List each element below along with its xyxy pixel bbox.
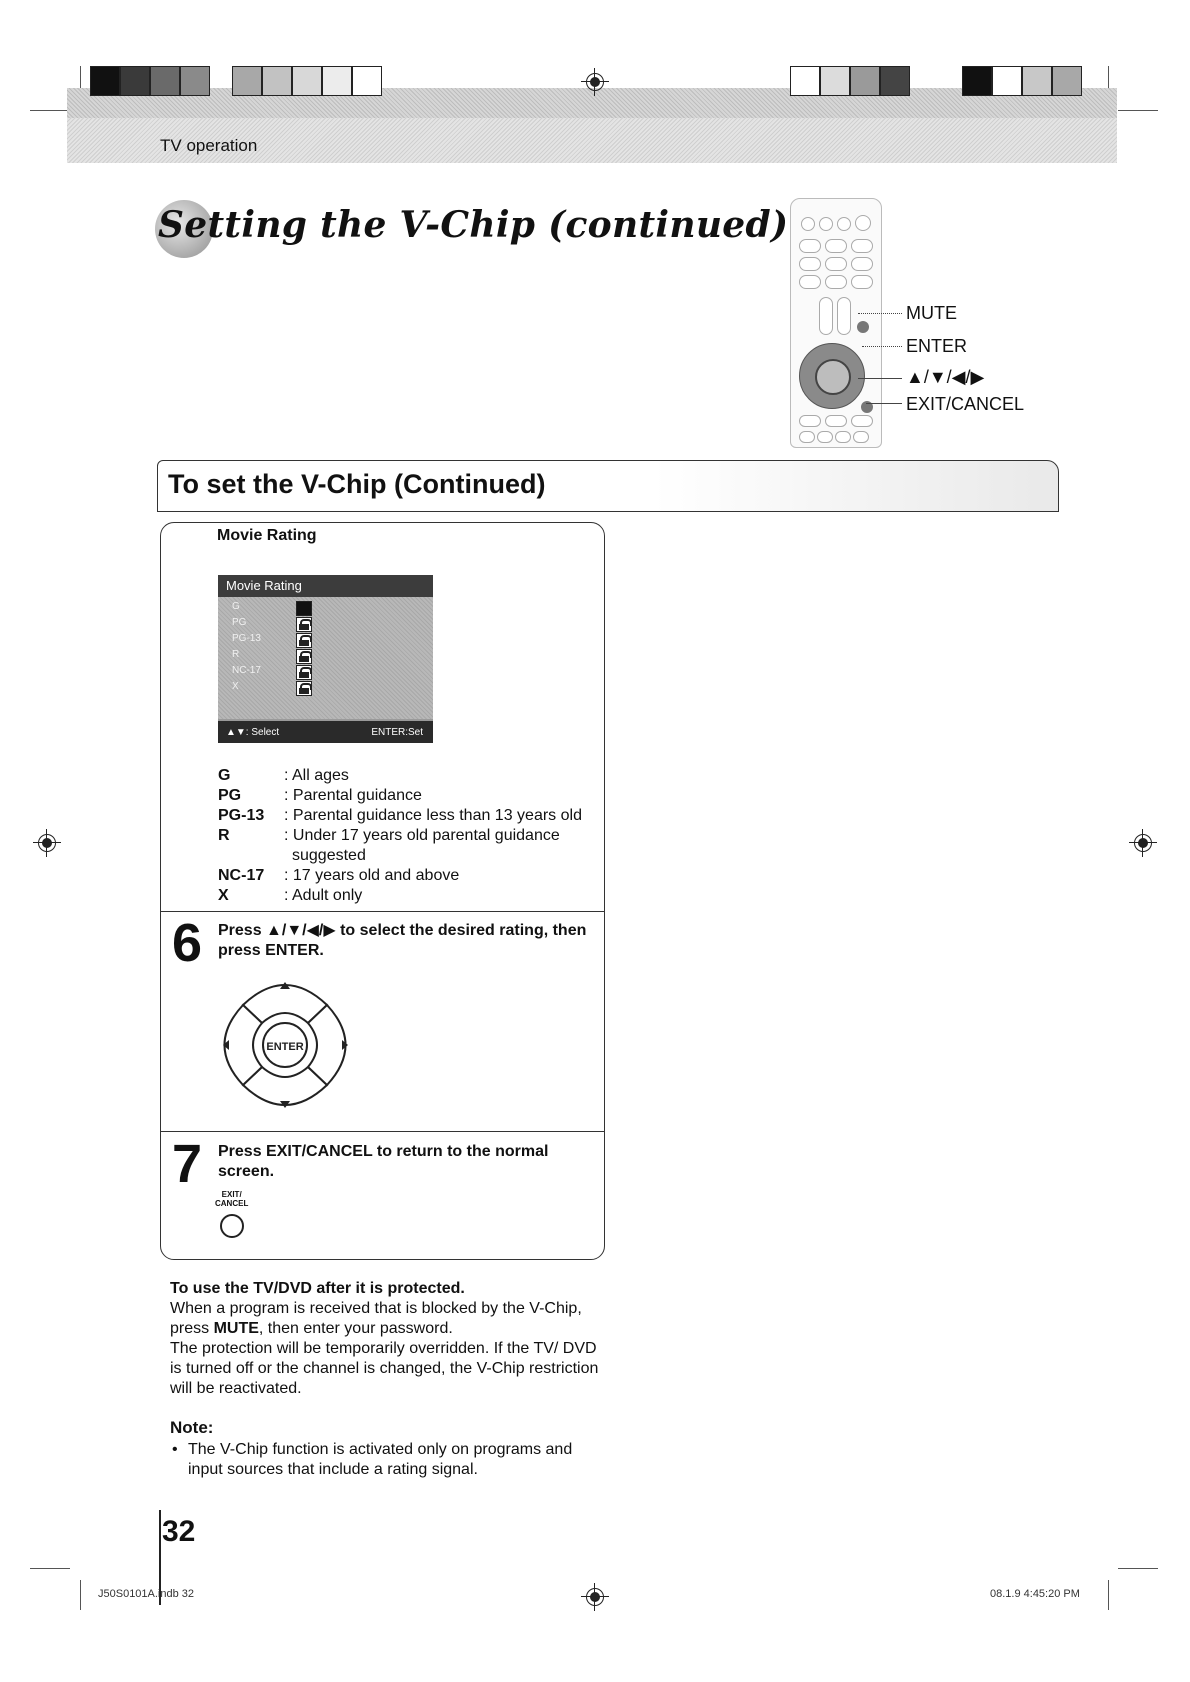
color-swatch [120,66,150,96]
color-swatch [790,66,820,96]
page-number: 32 [162,1515,196,1548]
registration-mark-icon [586,1588,604,1606]
registration-mark-icon [586,73,604,91]
rating-desc: : Adult only [284,887,363,904]
step-number: 6 [172,913,203,973]
color-swatch [262,66,292,96]
rating-desc: : Parental guidance [284,787,422,804]
osd-row-label: R [232,649,240,660]
rating-desc: : Under 17 years old parental guidance [284,827,560,844]
remote-label-arrows: ▲/▼/◀/▶ [906,367,985,387]
movie-rating-label: Movie Rating [217,527,317,544]
osd-title: Movie Rating [226,578,302,593]
dpad-icon [218,975,353,1115]
osd-row-label: PG [232,617,247,628]
rating-desc: : All ages [284,767,349,784]
crop-mark [1108,1580,1109,1610]
crop-mark [30,110,70,111]
color-swatch [992,66,1022,96]
leader-line [866,403,902,404]
protected-heading: To use the TV/DVD after it is protected. [170,1280,465,1297]
exit-cancel-button-label: EXIT/ CANCEL [215,1190,249,1208]
color-swatch [180,66,210,96]
leader-line [862,346,902,347]
color-swatch [820,66,850,96]
step-divider [160,1131,604,1132]
crop-mark [1118,1568,1158,1569]
color-swatch [962,66,992,96]
page-title: Setting the V-Chip (continued) [158,204,789,246]
osd-footer-select: ▲▼: Select [226,727,280,738]
color-swatch [150,66,180,96]
rating-code: X [218,887,229,904]
crop-mark [80,1580,81,1610]
rating-desc: suggested [292,847,366,864]
color-swatch [322,66,352,96]
note-bullet-text: The V-Chip function is activated only on programs and input sources that include a rating signal. [188,1441,573,1478]
color-swatch [232,66,262,96]
step-divider [160,911,604,912]
rating-desc: : 17 years old and above [284,867,460,884]
leader-line [858,313,902,314]
crop-mark [1118,110,1158,111]
osd-row-label: PG-13 [232,633,261,644]
osd-row-label: G [232,601,240,612]
registration-mark-icon [38,834,56,852]
lock-icon [296,681,312,696]
osd-movie-rating-screen [218,575,433,743]
rating-code: PG-13 [218,807,265,824]
remote-label-enter: ENTER [906,336,968,356]
color-swatch [352,66,382,96]
rating-code: PG [218,787,242,804]
crop-mark [30,1568,70,1569]
header-section-label: TV operation [160,136,258,155]
registration-mark-icon [1134,834,1152,852]
section-title: To set the V-Chip (Continued) [168,469,546,499]
color-swatch [850,66,880,96]
remote-label-exit-cancel: EXIT/CANCEL [906,394,1025,414]
rating-code: NC-17 [218,867,265,884]
protected-paragraph-2: The protection will be temporarily overridden. If the TV/ DVD is turned off or the channel is changed, the V-Chip restriction will be reactivated. [170,1340,599,1397]
rating-code: G [218,767,231,784]
unlock-box-icon [296,601,312,616]
osd-row-label: X [232,681,239,692]
footer-file-info: J50S0101A.indb 32 [98,1588,195,1600]
rating-code: R [218,827,230,844]
leader-line [858,378,902,379]
note-bullet-icon: • [172,1441,178,1458]
lock-icon [296,649,312,664]
lock-icon [296,617,312,632]
exit-cancel-button-icon [220,1214,244,1238]
color-swatch [292,66,322,96]
color-swatch [1052,66,1082,96]
step-instruction: Press ▲/▼/◀/▶ to select the desired rating, then press ENTER. [218,922,587,959]
osd-row-label: NC-17 [232,665,261,676]
osd-footer-set: ENTER:Set [371,727,423,738]
enter-button-label: ENTER [266,1041,304,1053]
step-number: 7 [172,1134,203,1194]
color-swatch [90,66,120,96]
step-instruction: Press EXIT/CANCEL to return to the normal screen. [218,1143,549,1180]
note-heading: Note: [170,1418,214,1437]
color-swatch [880,66,910,96]
lock-icon [296,665,312,680]
footer-timestamp: 08.1.9 4:45:20 PM [990,1588,1080,1600]
lock-icon [296,633,312,648]
remote-control-icon [790,198,882,448]
protected-paragraph-1: When a program is received that is blocked by the V-Chip, press MUTE, then enter your password. [170,1300,582,1337]
color-swatch [1022,66,1052,96]
remote-label-mute: MUTE [906,303,957,323]
rating-desc: : Parental guidance less than 13 years old [284,807,582,824]
